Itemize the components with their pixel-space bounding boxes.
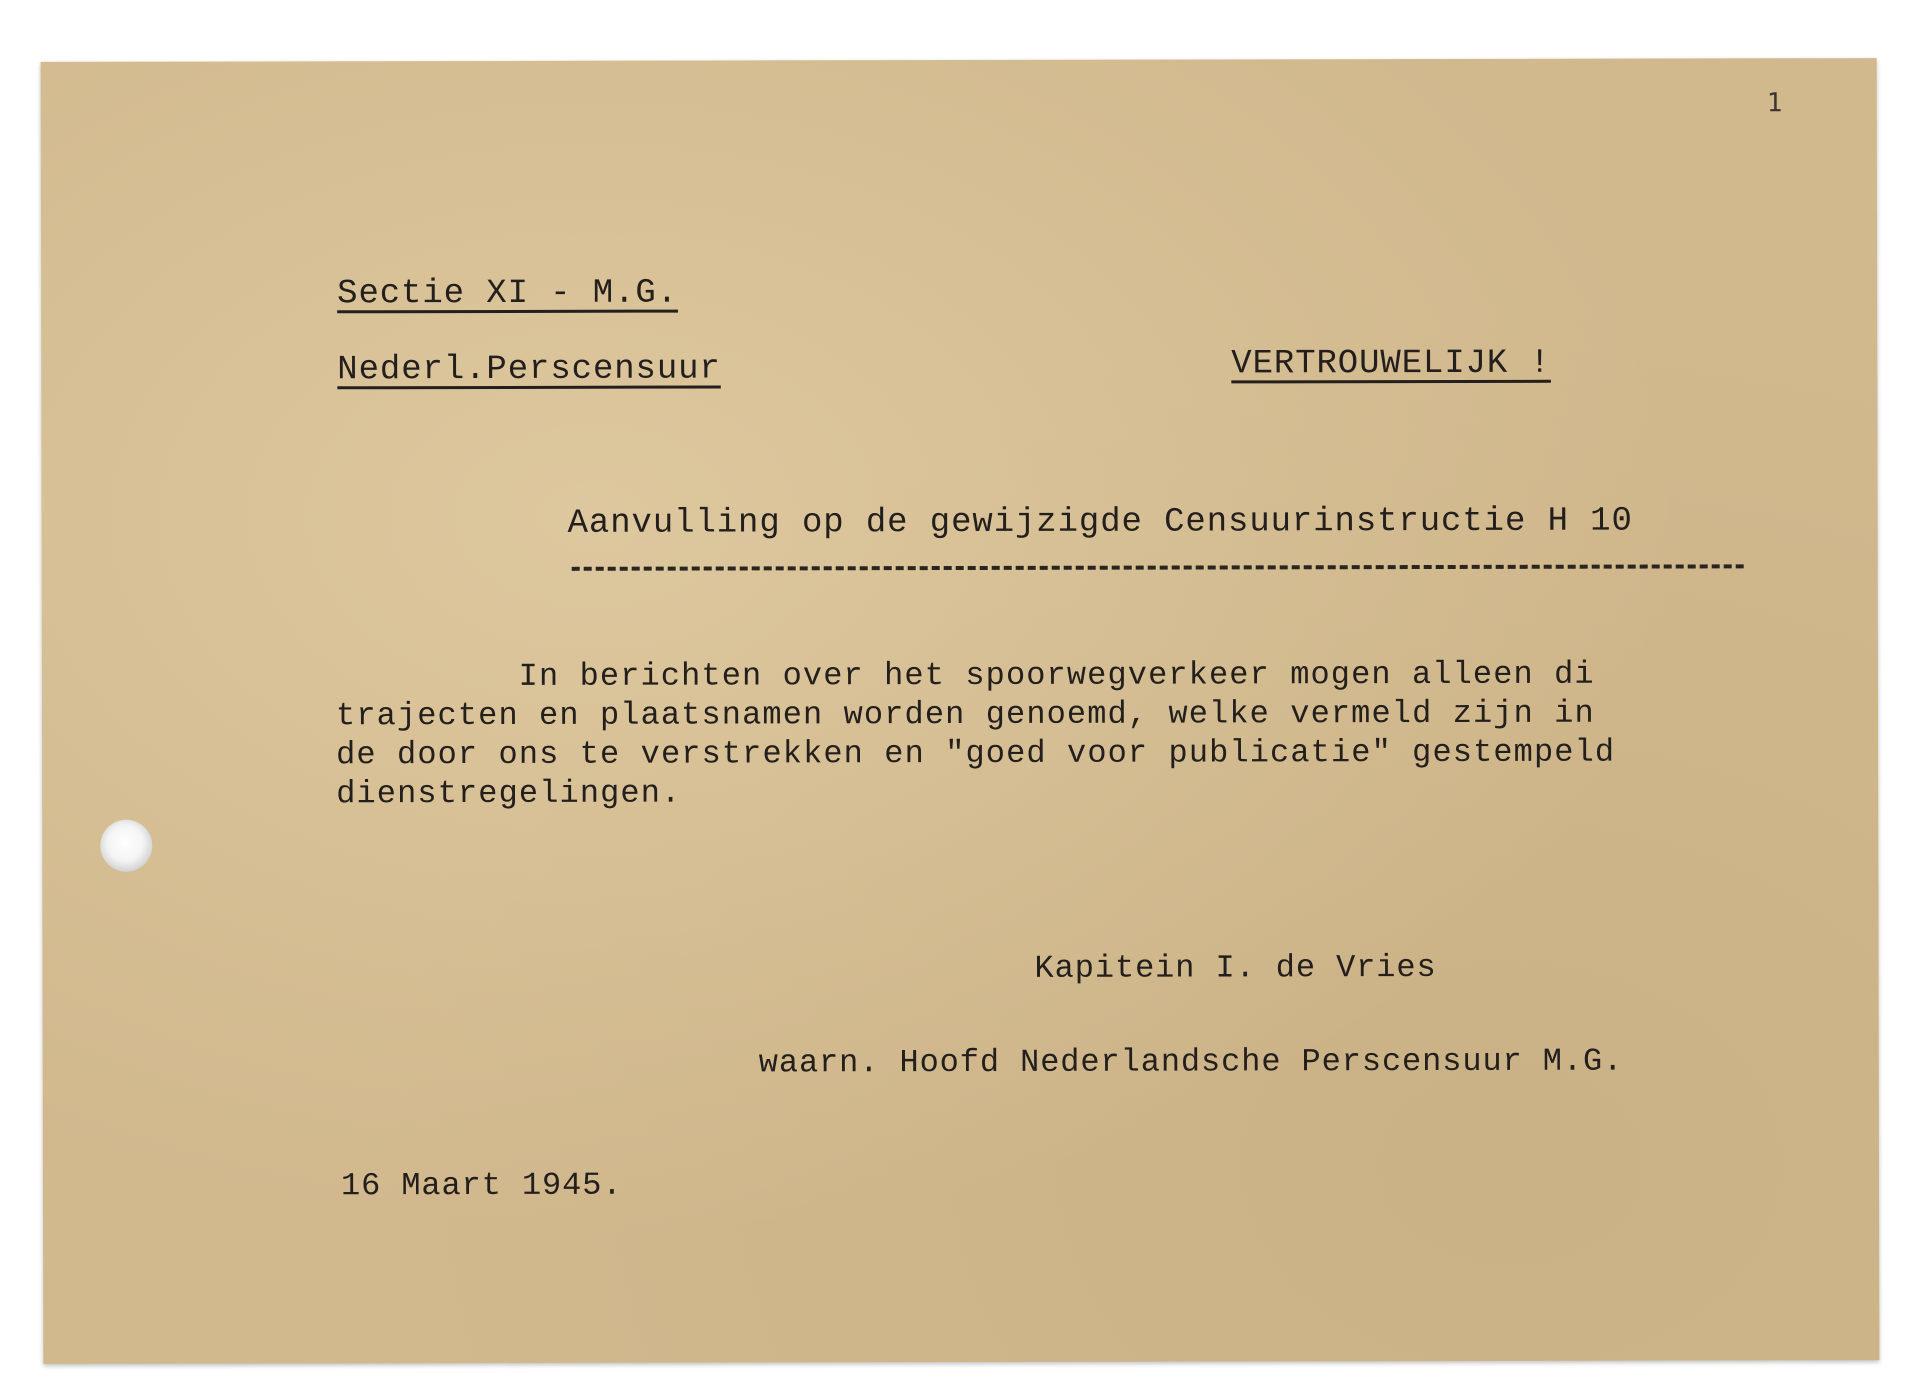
document-title: Aanvulling op de gewijzigde Censuurinstructie H 10 xyxy=(567,502,1633,543)
page-mark: 1 xyxy=(1766,88,1783,119)
title-dashed-underline xyxy=(572,564,1744,570)
document-date: 16 Maart 1945. xyxy=(340,1166,623,1205)
signatory-role: waarn. Hoofd Nederlandsche Perscensuur M.G. xyxy=(758,1042,1624,1082)
body-line: trajecten en plaatsnamen worden genoemd, welke vermeld zijn in xyxy=(335,694,1595,735)
body-paragraph xyxy=(336,654,1836,813)
department-heading: Nederl.Perscensuur xyxy=(337,350,721,390)
body-line: dienstregelingen. xyxy=(336,774,682,813)
confidential-stamp: VERTROUWELIJK ! xyxy=(1231,344,1551,384)
section-heading: Sectie XI - M.G. xyxy=(337,274,679,314)
signatory-name: Kapitein I. de Vries xyxy=(1034,949,1437,987)
body-line: In berichten over het spoorwegverkeer mogen alleen di xyxy=(335,655,1595,696)
document-page xyxy=(41,58,1880,1364)
punch-hole xyxy=(100,820,152,872)
body-line: de door ons te verstrekken en "goed voor publicatie" gestempeld xyxy=(336,733,1616,774)
